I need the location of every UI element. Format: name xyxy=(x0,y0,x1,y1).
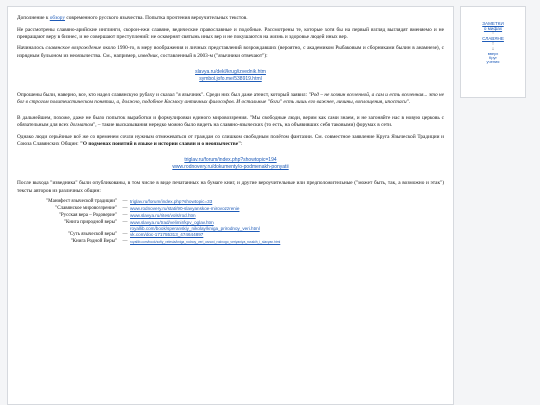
arrow-up-icon: ↑ xyxy=(491,30,495,37)
text: . xyxy=(408,99,411,105)
text: Начиналось xyxy=(17,45,46,52)
links-group-statement xyxy=(17,157,444,171)
list-item-link[interactable]: triglav.ru/forum/index.php?showtopic=33 xyxy=(130,199,213,205)
text: около 1990-го, в меру воображения и личных представлений возрождавших (вероятно, с академиком Рыбаковым и сборниками былин в анамнезе), с изрядным бульоном из неоязычества. См., например, xyxy=(17,45,444,59)
link-rodnovery-dokumenty[interactable]: www.rodnovery.ru/dokumenty/o-podmenakh-ponyatii xyxy=(172,164,289,171)
list-item-link[interactable]: www.slavya.ru/rites/vols/rod.htm xyxy=(130,212,196,218)
paragraph-statement xyxy=(17,134,444,148)
intro-prefix: Дополнение к xyxy=(17,15,50,21)
dash: — xyxy=(122,219,128,225)
list-item xyxy=(17,213,444,220)
list-item-link[interactable]: royallib.com/book/speranskiy_nikolay/kniga_prirodnoy_veri.html xyxy=(130,225,260,231)
links-group-izvednik xyxy=(17,69,444,83)
review-link[interactable]: обзору xyxy=(49,15,66,21)
text: : xyxy=(241,141,243,148)
list-item-link[interactable]: vk.com/doc-171755313_474644897 xyxy=(130,232,204,237)
arrow-up-icon: ↑ xyxy=(491,40,495,47)
nav-link-myths[interactable]: о мифах xyxy=(483,26,503,32)
list-item-title: "Книга природной веры" xyxy=(63,219,117,225)
text-emphasis: славянское возрождение xyxy=(45,45,102,52)
text: В дальнейшем, похоже, даже не было попыток выработки и формулировки единого мировоззрения. "Мы свободные люди, верим как сами знаем, и не загоняйте нас в новую церковь с обязательным для всех xyxy=(17,115,444,129)
link-triglav-194[interactable]: triglav.ru/forum/index.php?showtopic=194 xyxy=(184,157,277,164)
text-emphasis: изведник xyxy=(138,52,158,59)
dash: — xyxy=(122,199,128,205)
text: Однако люди серьёзные всё же со временем сочли нужным отмежеваться от граждан со слишком свободным полётом фантазии. См. совместное заявление Круга Языческой Традиции и Союза Славянских Общин: xyxy=(17,134,444,148)
list-item-link[interactable]: www.rodnovery.ru/stati/90-slavyanskoe-mirovozzrenie xyxy=(130,206,240,211)
list-item xyxy=(17,232,444,239)
list-item-title: "Славянское мировоззрение" xyxy=(55,206,117,211)
list-item-title: "Книга Родной Веры" xyxy=(70,238,117,244)
list-item xyxy=(17,206,444,213)
nav-link-slavs[interactable]: СЛАВЯНЕ xyxy=(482,36,504,42)
text: ", – такие высказывания нередко можно было видеть на славяно-языческих (то есть, на объявивших себя таковыми) форумах в сети. xyxy=(93,122,393,129)
dash: — xyxy=(122,238,128,244)
dash: — xyxy=(122,206,128,211)
nav-link-circle[interactable]: Круг xyxy=(489,55,497,61)
list-item xyxy=(17,220,444,232)
text: Опрошены были, наверно, все, кто надел славянскую рубаху и сказал "я язычник". Среди них был даже атеист, который заявил: xyxy=(17,91,309,98)
paragraph-publications: После выхода "изведника" были опубликованы, в том числе в виде печатанных на бумаге книг, и другие вероучительные или предположительные ("может быть, так, а возможно и этак") тексты авторов из различных общин: xyxy=(17,180,444,194)
link-izvednik-jofo[interactable]: symbol.jofo.me/538919.html xyxy=(199,75,262,82)
list-item-title: "Русская вера – Родоверие" xyxy=(58,212,117,218)
link-izvednik-slavya[interactable]: slavya.ru/dekl/krug/izvednik.htm xyxy=(195,68,266,75)
list-item-title: "Манифест языческой традиции" xyxy=(46,199,117,205)
nav-link-notes[interactable]: ЗАМЕТКИ xyxy=(482,21,504,26)
article-page xyxy=(7,6,454,405)
sidebar-nav xyxy=(460,6,526,98)
dash: — xyxy=(122,232,128,237)
paragraph-beginnings xyxy=(17,45,444,59)
intro-paragraph xyxy=(17,15,444,22)
intro-suffix: современного русского язычества. Попытка прочтения вероучительных текстов. xyxy=(65,15,248,21)
statement-title: "О подменах понятий в языке и истории славян и о неоязычестве" xyxy=(79,141,242,148)
nav-link-teachings[interactable]: учения xyxy=(486,59,500,65)
list-item-link[interactable]: www.slavya.ru/trad/velimir/kpv_oglav.htm xyxy=(130,219,214,225)
dash: — xyxy=(122,212,128,218)
paragraph-scope: Не рассмотрены славяно-арийские инглинги, скорон-ежи славяне, ведические православные и подобные. Рассмотрены те, которые хотя бы на первый взгляд выглядят вменяемо и не превращают веру в бизнес, и не совершают преступлений: не осквернят святынь иных вер и не покушаются на жизнь и здоровье людей иных вер. xyxy=(17,26,444,40)
list-item xyxy=(17,239,444,246)
list-item xyxy=(17,199,444,206)
text: , составленный в 2003-м ("язычники отвечают"): xyxy=(157,52,268,59)
list-item-link[interactable]: royallib.com/book/sofiy_velesia/kniga_rodnoy_veri_osnovi_rodnogo_veriyaniya_russkih_i_slavyan.html xyxy=(130,239,281,244)
texts-list xyxy=(17,199,444,245)
quote-atheist: "Род – не хозяин вселенной, а сам и есть вселенная... это не бог в строгом политеистическом понятии, а, должно, подобное Космосу античных философов. И остальные "боги" есть лишь его важнее, личины, воплощения, ипостаси" xyxy=(17,91,444,105)
paragraph-no-dogma xyxy=(17,115,444,129)
arrow-down-icon: ↓ xyxy=(491,45,495,52)
paragraph-survey xyxy=(17,92,444,106)
nav-link-up[interactable]: вверх xyxy=(487,50,499,56)
list-item-title: "Суть языческой веры" xyxy=(67,232,117,237)
text-emphasis: догматом xyxy=(70,122,94,129)
